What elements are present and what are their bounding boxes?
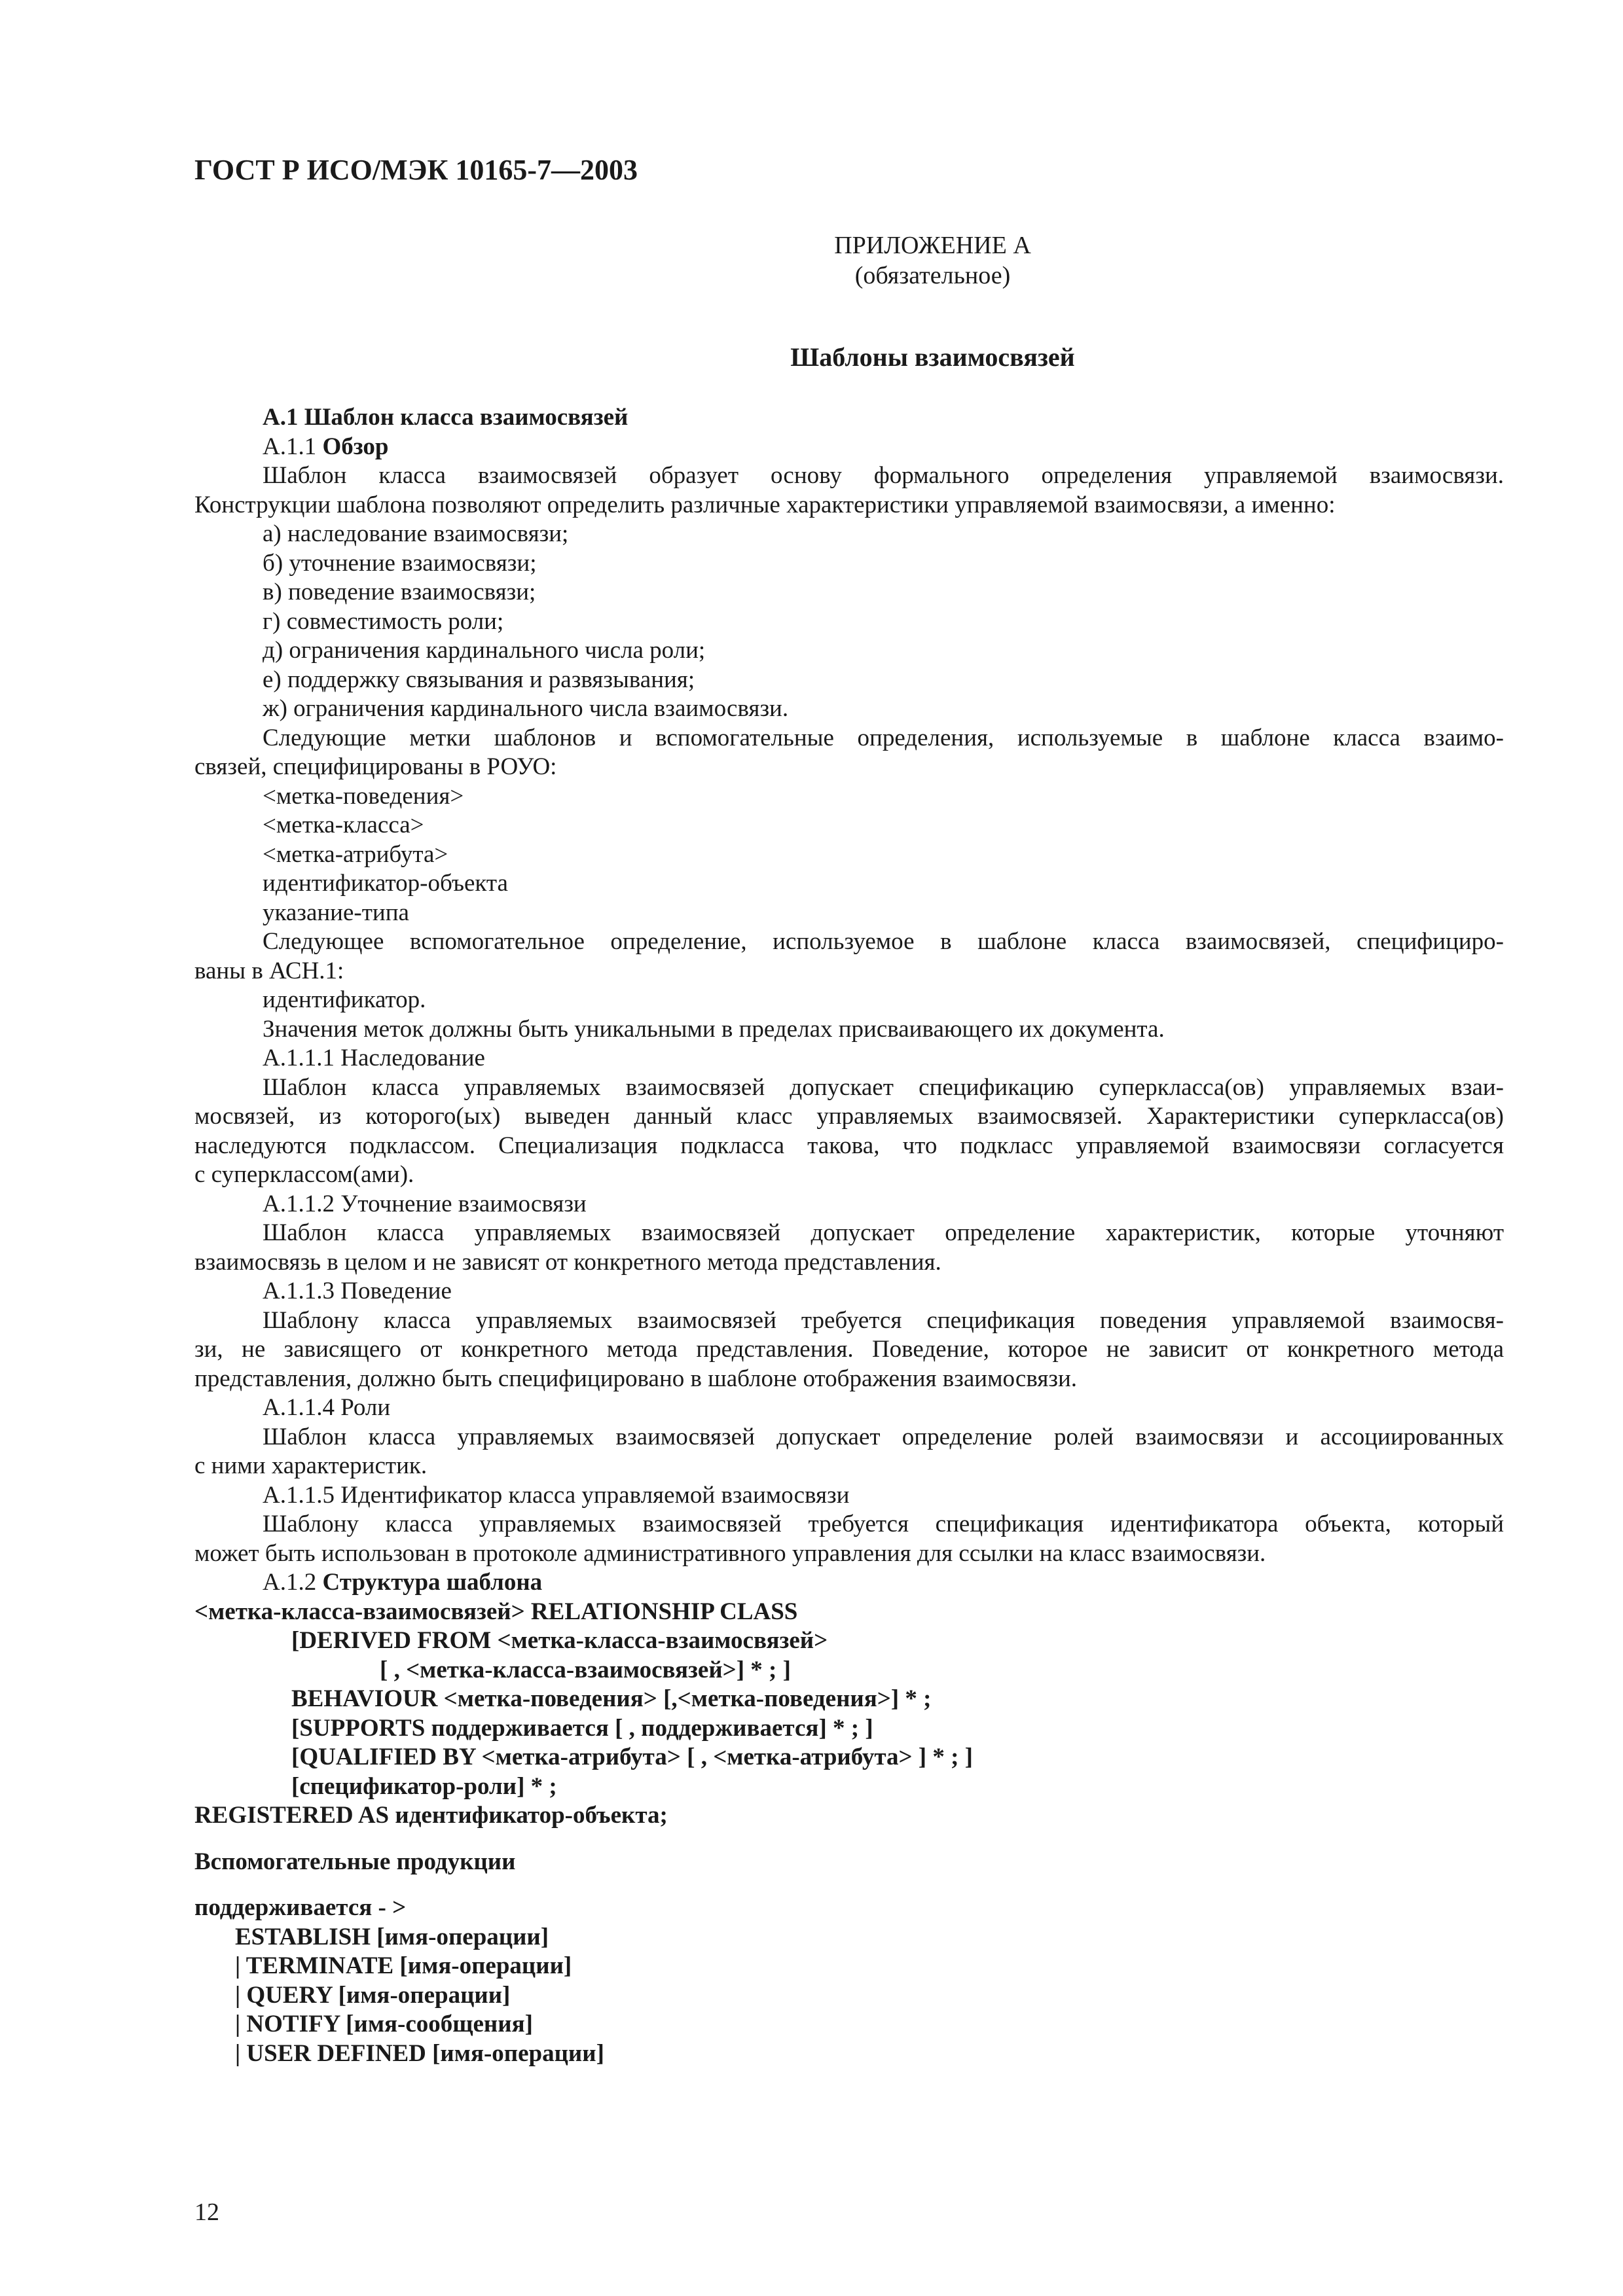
paragraph-line: Шаблон класса управляемых взаимосвязей допускает определение ролей взаимосвязи и ассоциированных — [263, 1423, 1504, 1450]
spacer — [194, 1876, 1504, 1893]
list-item: б) уточнение взаимосвязи; — [263, 549, 537, 577]
paragraph-line: Шаблон класса управляемых взаимосвязей допускает определение характеристик, которые уточняют — [263, 1219, 1504, 1246]
subsection-title: Структура шаблона — [322, 1569, 543, 1596]
paragraph-line: может быть использован в протоколе административного управления для ссылки на класс взаимосвязи. — [194, 1539, 1266, 1567]
standard-header: ГОСТ Р ИСО/МЭК 10165-7—2003 — [194, 154, 638, 186]
paragraph-line: Следующее вспомогательное определение, используемое в шаблоне класса взаимосвязей, специфициро- — [263, 928, 1504, 955]
paragraph-line: Следующие метки шаблонов и вспомогательные определения, используемые в шаблоне класса взаимо- — [263, 724, 1504, 751]
subsection-heading: А.1.1.2 Уточнение взаимосвязи — [263, 1190, 587, 1217]
production-line: ESTABLISH [имя-операции] — [235, 1923, 549, 1950]
template-line: BEHAVIOUR <метка-поведения> [,<метка-поведения>] * ; — [291, 1685, 932, 1712]
paragraph-line: мосвязей, из которого(ых) выведен данный класс управляемых взаимосвязей. Характеристики суперкласса(ов) — [194, 1103, 1504, 1130]
subsection-heading: А.1.1.1 Наследование — [263, 1045, 485, 1071]
spacer — [194, 1831, 1504, 1848]
subsection-title: Обзор — [322, 433, 389, 460]
paragraph-line: взаимосвязь в целом и не зависят от конкретного метода представления. — [194, 1248, 941, 1276]
production-head: поддерживается - > — [194, 1894, 407, 1921]
production-line: | USER DEFINED [имя-операции] — [235, 2039, 604, 2067]
label-item: указание-типа — [263, 899, 409, 926]
subsection-heading — [194, 433, 1504, 462]
list-item: ж) ограничения кардинального числа взаимосвязи. — [263, 695, 789, 722]
production-line: | TERMINATE [имя-операции] — [235, 1952, 572, 1979]
list-item: в) поведение взаимосвязи; — [263, 579, 536, 605]
label-item: идентификатор. — [263, 986, 426, 1013]
page-number: 12 — [194, 2198, 219, 2226]
subsection-heading: А.1.1.5 Идентификатор класса управляемой взаимосвязи — [263, 1481, 850, 1509]
production-line: | QUERY [имя-операции] — [235, 1981, 511, 2009]
label-item: <метка-атрибута> — [263, 840, 448, 868]
document-body — [194, 403, 1504, 2068]
label-item: <метка-поведения> — [263, 782, 464, 810]
paragraph-line: Шаблону класса управляемых взаимосвязей требуется спецификация поведения управляемой взаимосвя- — [263, 1306, 1504, 1334]
template-line: REGISTERED AS идентификатор-объекта; — [194, 1802, 668, 1829]
appendix-heading — [0, 230, 1623, 291]
template-line: [спецификатор-роли] * ; — [291, 1772, 557, 1800]
paragraph-line: Шаблону класса управляемых взаимосвязей требуется спецификация идентификатора объекта, который — [263, 1511, 1504, 1537]
section-heading: А.1 Шаблон класса взаимосвязей — [263, 404, 629, 431]
appendix-title: Шаблоны взаимосвязей — [790, 342, 1075, 372]
paragraph-line: зи, не зависящего от конкретного метода представления. Поведение, которое не зависит от конкретного метода — [194, 1336, 1504, 1363]
template-line: <метка-класса-взаимосвязей> RELATIONSHIP CLASS — [194, 1598, 798, 1625]
template-line: [DERIVED FROM <метка-класса-взаимосвязей> — [291, 1627, 828, 1654]
subsection-number: А.1.2 — [263, 1569, 317, 1596]
subsection-heading — [194, 1568, 1504, 1598]
aux-title: Вспомогательные продукции — [194, 1848, 516, 1875]
subsection-number: А.1.1 — [263, 433, 317, 460]
paragraph-line: Конструкции шаблона позволяют определить различные характеристики управляемой взаимосвязи, а именно: — [194, 491, 1336, 518]
paragraph-line: Шаблон класса управляемых взаимосвязей допускает спецификацию суперкласса(ов) управляемых взаи- — [263, 1073, 1504, 1101]
list-item: а) наследование взаимосвязи; — [263, 520, 569, 547]
list-item: е) поддержку связывания и развязывания; — [263, 666, 695, 693]
paragraph-line: представления, должно быть специфицировано в шаблоне отображения взаимосвязи. — [194, 1365, 1078, 1392]
template-line: [SUPPORTS поддерживается [ , поддерживается] * ; ] — [291, 1714, 873, 1742]
paragraph-line: с ними характеристик. — [194, 1452, 428, 1479]
list-item: г) совместимость роли; — [263, 607, 504, 635]
list-item: д) ограничения кардинального числа роли; — [263, 637, 706, 664]
subsection-heading: А.1.1.3 Поведение — [263, 1278, 452, 1304]
production-line: | NOTIFY [имя-сообщения] — [235, 2011, 533, 2037]
paragraph-line: с суперклассом(ами). — [194, 1161, 414, 1188]
paragraph-line: наследуются подклассом. Специализация подкласса такова, что подкласс управляемой взаимосвязи согласуется — [194, 1132, 1504, 1159]
subsection-heading: А.1.1.4 Роли — [263, 1394, 391, 1421]
label-item: идентификатор-объекта — [263, 870, 508, 897]
template-line: [QUALIFIED BY <метка-атрибута> [ , <метка-атрибута> ] * ; ] — [291, 1744, 973, 1770]
appendix-status: (обязательное) — [854, 262, 1011, 289]
paragraph-line: Значения меток должны быть уникальными в пределах присваивающего их документа. — [263, 1015, 1165, 1043]
label-item: <метка-класса> — [263, 812, 424, 838]
template-line: [ , <метка-класса-взаимосвязей>] * ; ] — [380, 1656, 791, 1683]
paragraph-line: связей, специфицированы в РОУО: — [194, 753, 557, 780]
paragraph-line: Шаблон класса взаимосвязей образует основу формального определения управляемой взаимосвязи. — [263, 462, 1504, 489]
paragraph-line: ваны в АСН.1: — [194, 957, 344, 984]
appendix-label: ПРИЛОЖЕНИЕ А — [834, 232, 1031, 259]
